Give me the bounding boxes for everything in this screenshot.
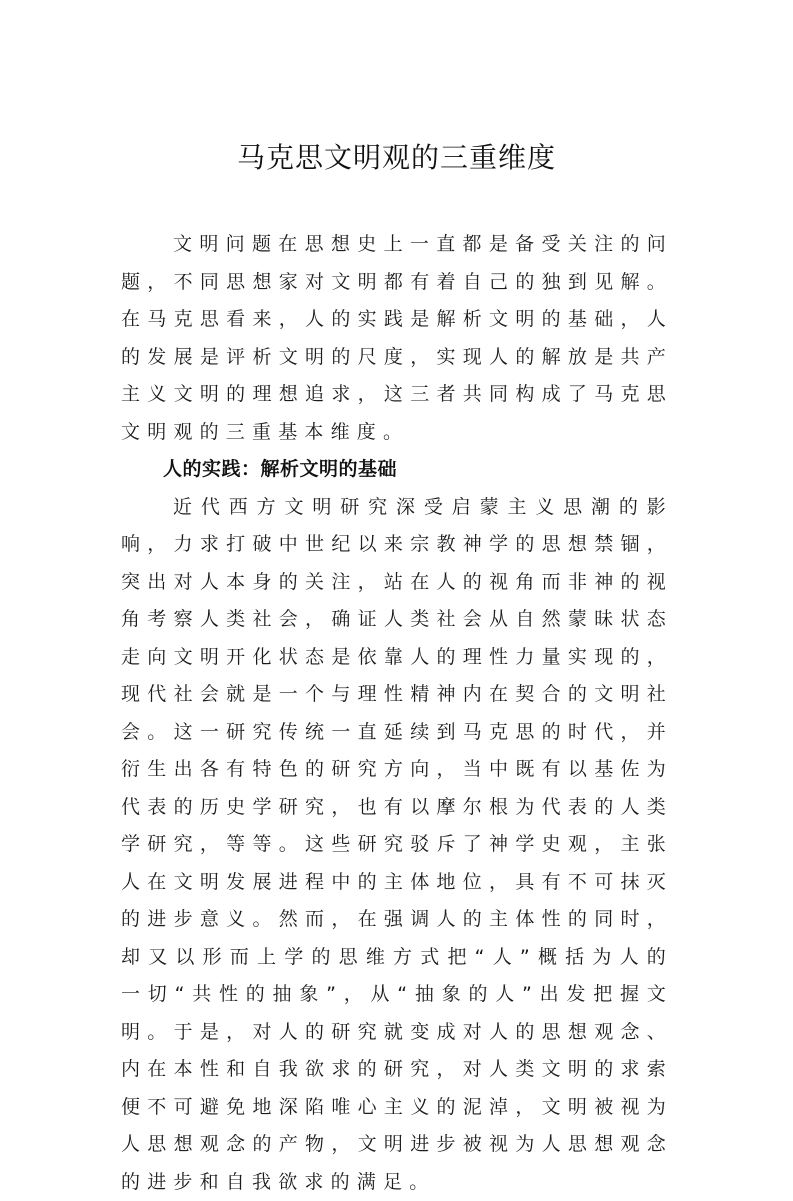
intro-paragraph: 文明问题在思想史上一直都是备受关注的问题，不同思想家对文明都有着自己的独到见解。在马克思看来，人的实践是解析文明的基础，人的发展是评析文明的尺度，实现人的解放是共产主义文明的理想追求，这三者共同构成了马克思文明观的三重基本维度。 xyxy=(121,226,673,451)
section-paragraph: 近代西方文明研究深受启蒙主义思潮的影响，力求打破中世纪以来宗教神学的思想禁锢，突出对人本身的关注，站在人的视角而非神的视角考察人类社会，确证人类社会从自然蒙昧状态走向文明开化状态是依靠人的理性力量实现的，现代社会就是一个与理性精神内在契合的文明社会。这一研究传统一直延续到马克思的时代，并衍生出各有特色的研究方向，当中既有以基佐为代表的历史学研究，也有以摩尔根为代表的人类学研究，等等。这些研究驳斥了神学史观，主张人在文明发展进程中的主体地位，具有不可抹灭的进步意义。然而，在强调人的主体性的同时，却又以形而上学的思维方式把“人”概括为人的一切“共性的抽象”，从“抽象的人”出发把握文明。于是，对人的研究就变成对人的思想观念、内在本性和自我欲求的研究，对人类文明的求索便不可避免地深陷唯心主义的泥淖，文明被视为人思想观念的产物，文明进步被视为人思想观念的进步和自我欲求的满足。 xyxy=(121,489,673,1201)
section-heading: 人的实践：解析文明的基础 xyxy=(121,451,673,489)
document-body xyxy=(121,226,673,1201)
document-title: 马克思文明观的三重维度 xyxy=(0,138,793,178)
